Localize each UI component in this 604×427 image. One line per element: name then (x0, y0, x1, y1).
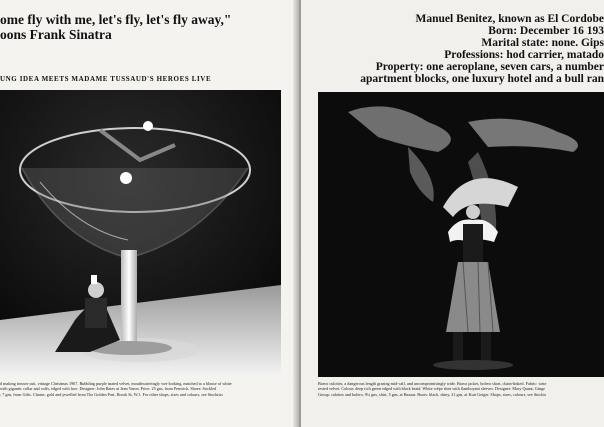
right-header-line-6: apartment blocks, one luxury hotel and a bull ran (360, 73, 604, 85)
left-caption-line-3: ; 7 gns, from Gifts. Chains: gold and jewelled from The Golden Past, Brook St, W.1. For other shops, sizes and colours, see Stockists (0, 391, 223, 397)
right-caption-line-2: rested velvet. Colour: deep rich green edged with black braid. White crêpe shirt with flamboyant sleeves. Designer: Mary Quant, Ginge (318, 386, 546, 392)
right-header-line-3: Marital state: none. Gips (481, 37, 604, 49)
right-caption-line-1: Bravo culottes, a dangerous length grazing mid-calf, and uncompromisingly wide. Bravo jacket, bolero short, chain-linked. Fabric: wate (318, 381, 547, 386)
right-caption-line-3: Group; culottes and bolero, 9¼ gns, shirt, 5 gns, at Bazaar. Boots: black, shiny, 21 gns, at Kurt Geiger. Shops, sizes, colours, see Stockis (318, 391, 547, 397)
right-header-line-5: Property: one aeroplane, seven cars, a number (375, 61, 604, 73)
left-caption-line-1: d making trouser suit, vintage Christmas 1967. Bubbling purple mated velvet, mouthwateringly wet-looking, matched to a blouse of white (0, 381, 232, 386)
right-header-line-4: Professions: hod carrier, matado (444, 49, 604, 61)
right-header-line-1: Manuel Benitez, known as El Cordobe (415, 13, 604, 25)
left-section-title: UNG IDEA MEETS MADAME TUSSAUD'S HEROES LIVE (0, 75, 212, 83)
right-photo (318, 92, 604, 377)
matador-photo (318, 92, 604, 377)
left-caption (0, 381, 281, 397)
left-page (0, 0, 296, 427)
right-page (301, 0, 604, 427)
champagne-glass-photo (0, 90, 281, 375)
right-header-line-2: Born: December 16 193 (488, 25, 604, 37)
left-headline-line-1: ome fly with me, let's fly, let's fly away," (0, 12, 232, 27)
right-caption (318, 381, 604, 397)
left-headline-line-2: oons Frank Sinatra (0, 27, 112, 42)
left-caption-line-2: with gigantic collar and cuffs, edged with lace. Designer: John Bates at Jean Varon. Price: 25 gns, from Fenwick. Shoes: Sockled (0, 386, 217, 392)
left-photo (0, 90, 281, 375)
